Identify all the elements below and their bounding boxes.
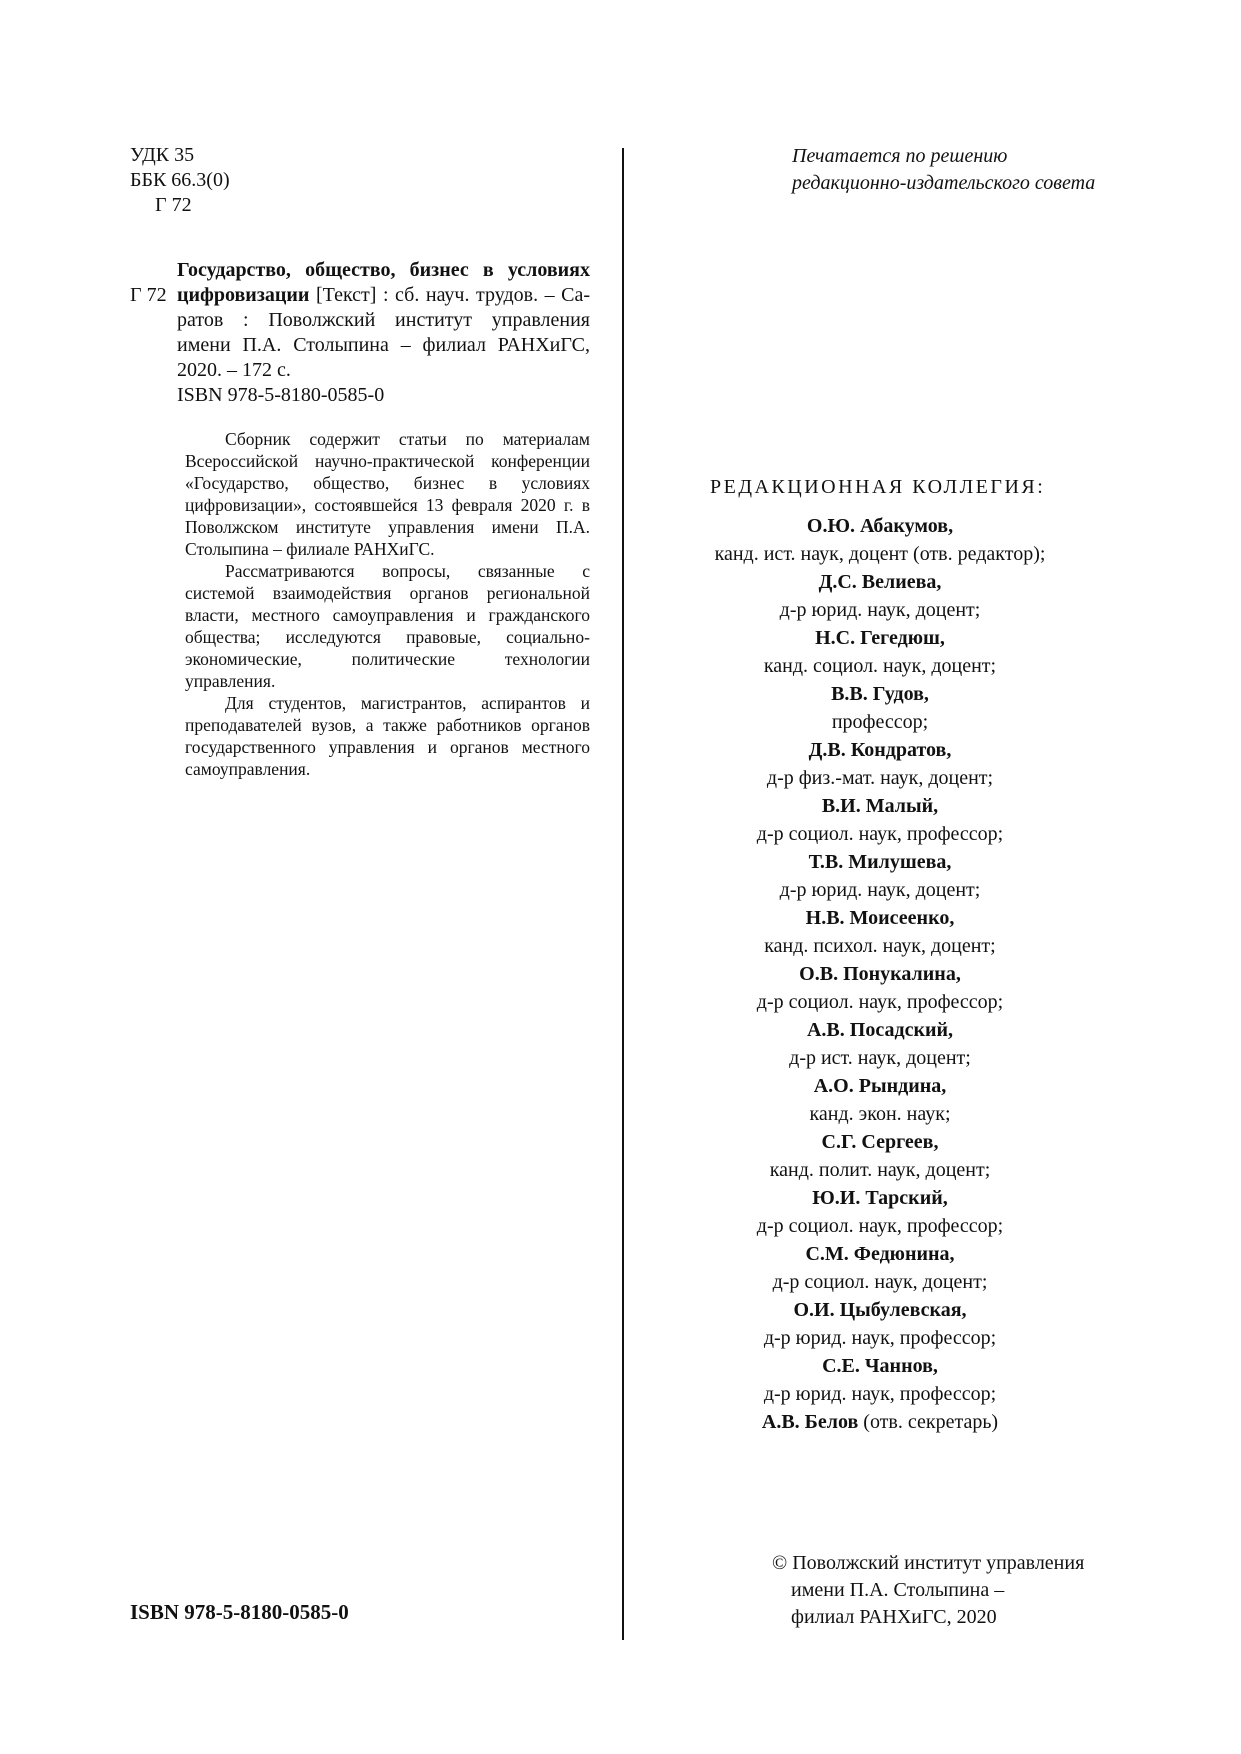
- board-member-name: О.Ю. Абакумов,: [806, 515, 954, 537]
- copyright-line2: имени П.А. Столыпина –: [791, 1579, 1005, 1601]
- biblio-line2-rest: [Текст] : сб. науч. трудов. – Са-: [309, 284, 590, 306]
- board-member-name: Ю.И. Тарский,: [812, 1187, 948, 1209]
- classification-block: [130, 143, 230, 218]
- board-member-name: Н.В. Моисеенко,: [805, 907, 955, 929]
- board-secretary: [680, 1408, 1080, 1436]
- board-member-degree: канд. социол. наук, доцент;: [763, 655, 997, 677]
- board-member-degree: д-р юрид. наук, доцент;: [779, 599, 981, 621]
- copyright-line1: © Поволжский институт управления: [772, 1552, 1085, 1574]
- biblio-line3: ратов : Поволжский институт управления: [177, 309, 590, 331]
- editorial-board-list: [680, 512, 1080, 1436]
- secretary-role: (отв. секретарь): [858, 1411, 999, 1433]
- board-member-name: О.И. Цыбулевская,: [793, 1299, 967, 1321]
- board-member-degree: д-р юрид. наук, профессор;: [763, 1327, 997, 1349]
- biblio-line2: [177, 283, 590, 308]
- column-divider: [622, 148, 624, 1640]
- board-member-degree: канд. полит. наук, доцент;: [769, 1159, 991, 1181]
- udk-code: УДК 35: [130, 144, 195, 166]
- biblio-author-sign: Г 72: [130, 284, 167, 306]
- board-member-name: В.В. Гудов,: [831, 683, 929, 705]
- board-member-name: Т.В. Милушева,: [808, 851, 952, 873]
- board-member-degree: канд. психол. наук, доцент;: [764, 935, 996, 957]
- bibliographic-record: [177, 258, 590, 408]
- board-member-name: С.Е. Чаннов,: [822, 1355, 938, 1377]
- board-member-degree: д-р социол. наук, профессор;: [756, 1215, 1004, 1237]
- board-member-degree: д-р юрид. наук, доцент;: [779, 879, 981, 901]
- annotation-paragraph: Для студентов, магистрантов, аспирантов и преподавателей вузов, а также работников органов государственного управления и органов местного самоуправления.: [185, 693, 590, 779]
- board-member-degree: канд. ист. наук, доцент (отв. редактор);: [714, 543, 1046, 565]
- board-member-name: Д.С. Велиева,: [818, 571, 942, 593]
- board-member-degree: профессор;: [831, 711, 929, 733]
- annotation-paragraph: Сборник содержит статьи по материалам Всероссийской научно-практической конференции «Государство, общество, бизнес в условиях цифровизации», состоявшейся 13 февраля 2020 г. в Поволжском институте управления имени П.А. Столыпина – филиале РАНХиГС.: [185, 429, 590, 559]
- board-member-degree: д-р физ.-мат. наук, доцент;: [766, 767, 994, 789]
- board-member-name: С.М. Федюнина,: [805, 1243, 955, 1265]
- board-member-name: Д.В. Кондратов,: [808, 739, 952, 761]
- board-member-degree: д-р социол. наук, доцент;: [772, 1271, 988, 1293]
- biblio-line4: имени П.А. Столыпина – филиал РАНХиГС,: [177, 334, 590, 356]
- editorial-board-title: РЕДАКЦИОННАЯ КОЛЛЕГИЯ:: [710, 476, 1046, 498]
- board-member-degree: д-р социол. наук, профессор;: [756, 991, 1004, 1013]
- isbn-footer: ISBN 978-5-8180-0585-0: [130, 1600, 349, 1624]
- board-member-degree: д-р социол. наук, профессор;: [756, 823, 1004, 845]
- board-member-name: А.О. Рындина,: [813, 1075, 947, 1097]
- biblio-line5: 2020. – 172 с.: [177, 359, 291, 381]
- print-note-line1: Печатается по решению: [792, 145, 1008, 167]
- board-member-name: С.Г. Сергеев,: [821, 1131, 939, 1153]
- board-member-degree: д-р ист. наук, доцент;: [789, 1047, 971, 1069]
- biblio-isbn: ISBN 978-5-8180-0585-0: [177, 384, 385, 406]
- copyright-line3: филиал РАНХиГС, 2020: [791, 1606, 997, 1628]
- bbk-code: ББК 66.3(0): [130, 169, 230, 191]
- biblio-title-line2: цифровизации: [177, 284, 310, 306]
- board-member-name: Н.С. Гегедюш,: [815, 627, 945, 649]
- board-member-degree: д-р юрид. наук, профессор;: [763, 1383, 997, 1405]
- board-member-name: А.В. Посадский,: [806, 1019, 954, 1041]
- annotation-paragraph: Рассматриваются вопросы, связанные с системой взаимодействия органов региональной власти, местного самоуправления и гражданского общества; исследуются правовые, социально-экономические, политические технологии управления.: [185, 561, 590, 691]
- board-member-name: О.В. Понукалина,: [799, 963, 961, 985]
- board-member-name: В.И. Малый,: [821, 795, 939, 817]
- biblio-title-line1: Государство, общество, бизнес в условиях: [177, 259, 590, 281]
- board-member-degree: канд. экон. наук;: [809, 1103, 951, 1125]
- annotation: [185, 428, 590, 780]
- secretary-name: А.В. Белов: [761, 1411, 859, 1433]
- author-sign: Г 72: [155, 194, 192, 216]
- print-note: [792, 143, 1095, 197]
- print-note-line2: редакционно-издательского совета: [792, 172, 1096, 194]
- copyright-block: [772, 1550, 1084, 1631]
